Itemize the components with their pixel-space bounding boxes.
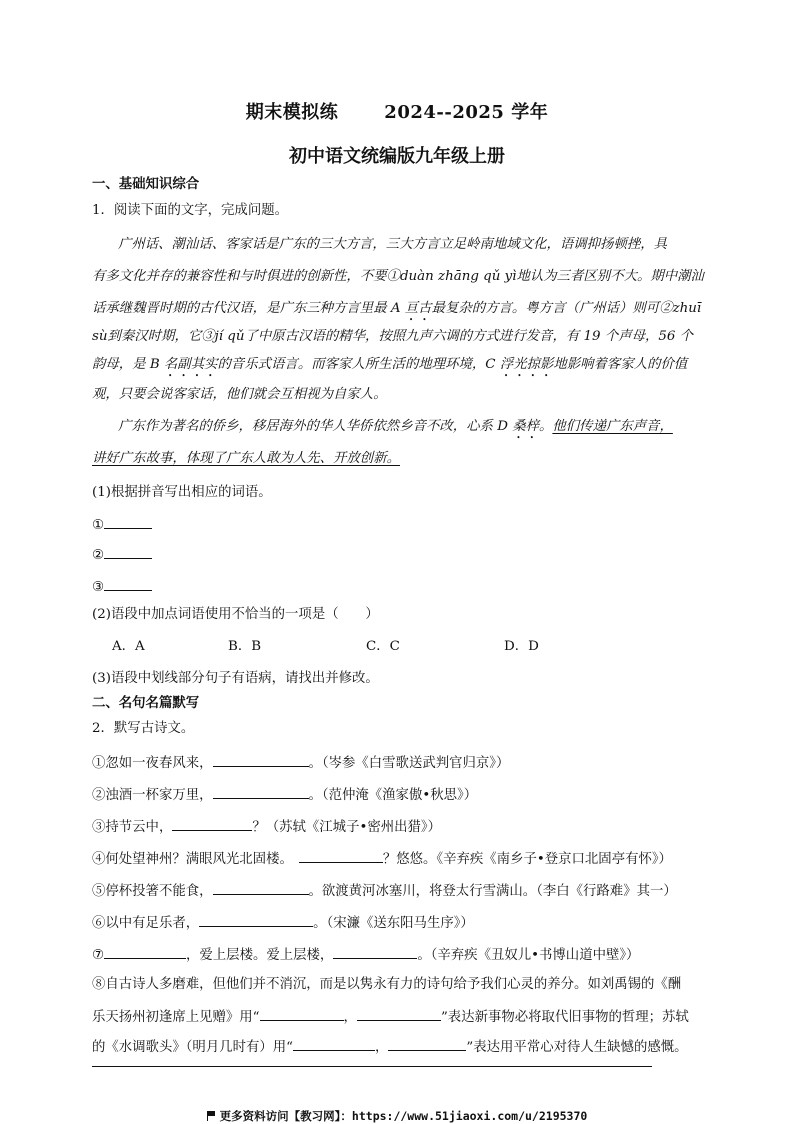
text-span: ？（苏轼《江城子•密州出猎》） (252, 820, 442, 835)
text-span: ③持节云中， (92, 820, 173, 835)
recite-item-6 (92, 912, 474, 933)
text-span: ⑦ (92, 948, 105, 963)
text-span: ①忽如一夜春风来， (92, 756, 213, 771)
answer-blank[interactable] (172, 816, 252, 831)
answer-blank[interactable] (357, 1006, 441, 1021)
answer-blank[interactable] (199, 912, 313, 927)
section-heading-2: 二、名句名篇默写 (92, 695, 200, 711)
recite-item-5 (92, 880, 677, 901)
text-span: ④何处望神州？满眼风光北固楼。 (92, 852, 293, 867)
answer-blank[interactable] (104, 576, 152, 591)
subquestion-2: (2)语段中加点词语使用不恰当的一项是（ ） (92, 607, 379, 622)
text-span: ⑥以中有足乐者， (92, 916, 200, 931)
answer-blank[interactable] (388, 1036, 466, 1051)
answer-blank[interactable] (213, 880, 309, 895)
recite-item-8-line-2 (92, 1006, 689, 1027)
answer-line-3[interactable] (92, 576, 152, 597)
passage-line-3 (92, 300, 701, 324)
footer-text: 更多资料访问【教习网】：https://www.51jiaoxi.com/u/2195370 (219, 1109, 588, 1123)
recite-item-2 (92, 784, 477, 805)
recite-item-8-line-1: ⑧自古诗人多磨难，但他们并不消沉，而是以隽永有力的诗句给予我们心灵的养分。如刘禹锡的《酬 (92, 977, 682, 992)
answer-rule-line[interactable] (92, 1066, 652, 1067)
dotted-word-a: 亘古 (404, 301, 432, 316)
answer-blank[interactable] (333, 944, 417, 959)
title-year: 2024--2025 学年 (384, 102, 549, 123)
question-2: 2．默写古诗文。 (92, 721, 195, 736)
dotted-word-b: 名副其实 (163, 357, 218, 372)
text-span: 韵母，是 B (92, 357, 164, 372)
text-span: 最复杂的方言。粤方言（广州话）则可②zhuī (431, 301, 702, 316)
section-heading-1: 一、基础知识综合 (92, 176, 200, 192)
options-row (112, 638, 539, 656)
dotted-word-d: 桑梓 (512, 419, 539, 434)
recite-item-3 (92, 816, 441, 837)
answer-blank[interactable] (104, 514, 152, 529)
subquestion-1: (1)根据拼音写出相应的词语。 (92, 485, 272, 500)
text-span: ， (375, 1040, 389, 1055)
passage-line-1: 广州话、潮汕话、客家话是广东的三大方言，三大方言立足岭南地域文化，语调抑扬顿挫，具 (118, 237, 668, 252)
answer-blank[interactable] (104, 544, 152, 559)
text-span: 。欲渡黄河冰塞川，将登太行雪满山。（李白《行路难》其一） (308, 884, 677, 899)
underlined-sentence-cont: 讲好广东故事，体现了广东人敢为人先、开放创新。 (92, 451, 400, 466)
text-span: 。（辛弃疾《丑奴儿•书博山道中壁》） (417, 948, 640, 963)
passage-line-4: sù到秦汉时期，它③jí qǔ了中原古汉语的精华，按照九声六调的方式进行发音，有 19 个声母，56 个 (92, 329, 694, 344)
blank-number: ③ (92, 580, 105, 595)
text-span: 。（范仲淹《渔家傲•秋思》） (308, 788, 478, 803)
flag-icon (207, 1111, 216, 1121)
answer-line-1[interactable] (92, 514, 152, 535)
recite-item-1 (92, 752, 509, 773)
text-span: ②浊酒一杯家万里， (92, 788, 213, 803)
option-a[interactable]: A．A (112, 639, 145, 654)
option-c[interactable]: C．C (366, 639, 400, 654)
answer-blank[interactable] (213, 752, 309, 767)
text-span: ”表达新事物必将取代旧事物的哲理；苏轼 (440, 1010, 689, 1025)
page-title (0, 98, 794, 124)
blank-number: ② (92, 548, 105, 563)
text-span: 。（宋濂《送东阳马生序》） (313, 916, 474, 931)
subquestion-3: (3)语段中划线部分句子有语病，请找出并修改。 (92, 671, 379, 686)
option-d[interactable]: D．D (504, 639, 539, 654)
footer-link[interactable] (0, 1108, 794, 1124)
recite-item-7 (92, 944, 639, 965)
answer-blank[interactable] (260, 1006, 344, 1021)
text-span: 广东作为著名的侨乡，移居海外的华人华侨依然乡音不改，心系 D (118, 419, 513, 434)
text-span: 话承继魏晋时期的古代汉语，是广东三种方言里最 A (92, 301, 405, 316)
page-subtitle: 初中语文统编版九年级上册 (289, 146, 505, 167)
answer-blank[interactable] (213, 784, 309, 799)
title-left: 期末模拟练 (245, 102, 339, 123)
answer-blank[interactable] (299, 848, 383, 863)
passage-line-6: 观，只要会说客家话，他们就会互相视为自家人。 (92, 387, 387, 402)
text-span: ， (343, 1010, 357, 1025)
underlined-sentence: 他们传递广东声音， (552, 419, 673, 434)
text-span: ？悠悠。《辛弃疾《南乡子•登京口北固亭有怀》） (382, 852, 672, 867)
text-span: 。 (538, 419, 553, 434)
option-b[interactable]: B．B (228, 639, 262, 654)
passage-line-5 (92, 356, 687, 380)
answer-blank[interactable] (104, 944, 186, 959)
question-1: 1．阅读下面的文字，完成问题。 (92, 203, 288, 218)
dotted-word-c: 浮光掠影 (499, 357, 554, 372)
recite-item-4 (92, 848, 672, 869)
text-span: 地影响着客家人的价值 (553, 357, 688, 372)
passage-line-7 (118, 418, 673, 442)
blank-number: ① (92, 518, 105, 533)
text-span: ⑤停杯投箸不能食， (92, 884, 213, 899)
passage-line-2: 有多文化并存的兼容性和与时俱进的创新性，不要①duàn zhāng qǔ yì地认为三者区别不大。期中潮汕 (92, 269, 704, 284)
text-span: 。（岑参《白雪歌送武判官归京》） (308, 756, 510, 771)
recite-item-8-line-3 (92, 1036, 688, 1057)
text-span: ，爱上层楼。爱上层楼， (186, 948, 334, 963)
passage-line-8 (92, 450, 400, 468)
text-span: 的《水调歌头》（明月几时有）用“ (92, 1040, 294, 1055)
text-span: 乐天扬州初逢席上见赠》用“ (92, 1010, 260, 1025)
text-span: ”表达用平常心对待人生缺憾的感慨。 (466, 1040, 688, 1055)
answer-blank[interactable] (293, 1036, 375, 1051)
text-span: 的音乐式语言。而客家人所生活的地理环境，C (217, 357, 500, 372)
answer-line-2[interactable] (92, 544, 152, 565)
